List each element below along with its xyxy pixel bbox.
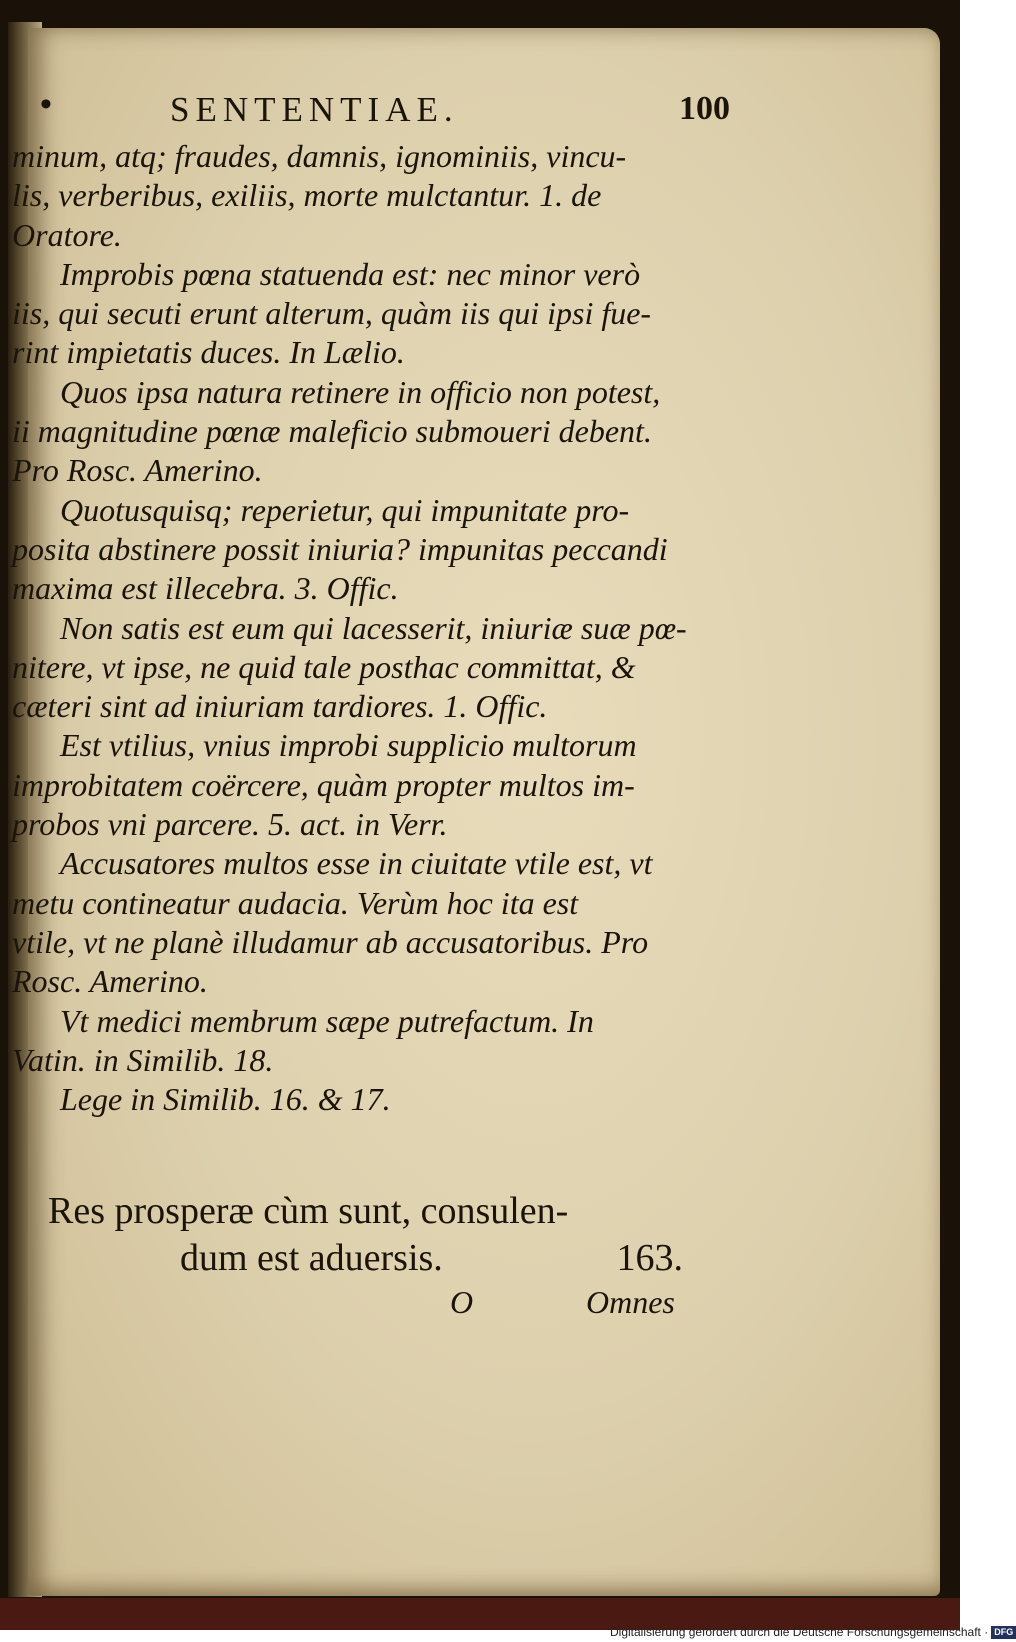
text-line: Improbis pœna statuenda est: nec minor verò xyxy=(60,255,641,292)
text-line: Quos ipsa natura retinere in officio non potest, xyxy=(60,373,661,410)
section-heading xyxy=(48,1188,688,1282)
body-text xyxy=(12,137,692,1119)
text-line: probos vni parcere. 5. act. in Verr. xyxy=(12,806,448,843)
text-line: metu contineatur audacia. Verùm hoc ita est xyxy=(12,884,579,921)
text-line: improbitatem coërcere, quàm propter multos im- xyxy=(12,766,635,803)
text-line: Vt medici membrum sæpe putrefactum. In xyxy=(60,1002,594,1039)
text-line: Est vtilius, vnius improbi supplicio multorum xyxy=(60,727,637,764)
text-line: rint impietatis duces. In Lælio. xyxy=(12,334,405,371)
text-line: Rosc. Amerino. xyxy=(12,963,208,1000)
section-number: 163. xyxy=(616,1237,683,1279)
text-line: iis, qui secuti erunt alterum, quàm iis qui ipsi fue- xyxy=(12,295,652,332)
text-line: Non satis est eum qui lacesserit, iniuriæ suæ pœ- xyxy=(60,609,687,646)
text-line: cæteri sint ad iniuriam tardiores. 1. Offic. xyxy=(12,688,548,725)
text-line: Vatin. in Similib. 18. xyxy=(12,1041,274,1078)
signature-mark: O xyxy=(450,1284,474,1320)
text-line: Accusatores multos esse in ciuitate vtile est, vt xyxy=(60,845,653,882)
credit-text: Digitalisierung gefördert durch die Deutsche Forschungsgemeinschaft · xyxy=(610,1625,989,1639)
text-line: Quotusquisq; reperietur, qui impunitate pro- xyxy=(60,491,630,528)
running-header xyxy=(40,86,730,132)
text-line: nitere, vt ipse, ne quid tale posthac committat, & xyxy=(12,648,636,685)
section-heading-line: Res prosperæ cùm sunt, consulen- xyxy=(48,1190,569,1232)
digitization-credit xyxy=(610,1622,1014,1642)
text-line: Pro Rosc. Amerino. xyxy=(12,452,263,489)
text-line: minum, atq; fraudes, damnis, ignominiis, vincu- xyxy=(12,138,627,174)
header-mark: • xyxy=(40,86,52,123)
running-title: SENTENTIAE. xyxy=(170,90,459,129)
dfg-logo: DFG xyxy=(991,1626,1016,1639)
text-line: maxima est illecebra. 3. Offic. xyxy=(12,570,399,607)
text-line: posita abstinere possit iniuria? impunitas peccandi xyxy=(12,530,668,567)
text-line: lis, verberibus, exiliis, morte mulctantur. 1. de xyxy=(12,177,602,214)
text-line: vtile, vt ne planè illudamur ab accusatoribus. Pro xyxy=(12,923,649,960)
catchword: Omnes xyxy=(586,1284,675,1320)
section-heading-text: dum est aduersis. xyxy=(180,1237,443,1279)
text-line: Oratore. xyxy=(12,216,122,253)
text-line: Lege in Similib. 16. & 17. xyxy=(60,1081,391,1118)
section-heading-line xyxy=(48,1235,688,1282)
text-line: ii magnitudine pœnæ maleficio submoueri debent. xyxy=(12,413,652,450)
page-number: 100 xyxy=(679,90,730,127)
